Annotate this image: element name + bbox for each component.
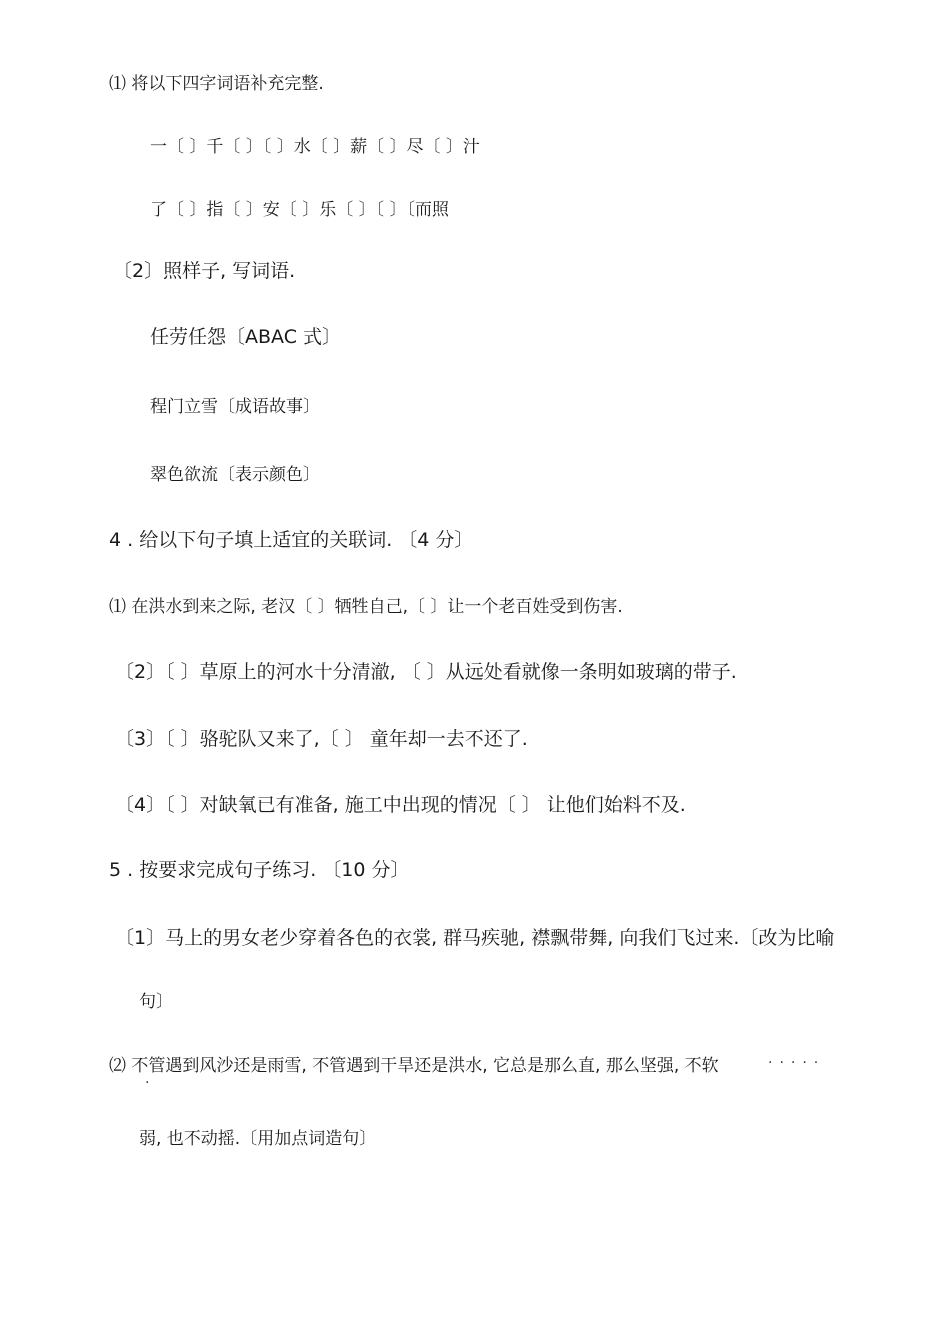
fill-in-instruction-2: 〔2〕照样子, 写词语. xyxy=(113,260,296,282)
question-4-heading: 4 . 给以下句子填上适宜的关联词. 〔4 分〕 xyxy=(109,529,474,551)
question-4-item-1: ⑴ 在洪水到来之际, 老汉〔 〕牺牲自己,〔 〕让一个老百姓受到伤害. xyxy=(109,597,623,617)
question-5-heading: 5 . 按要求完成句子练习. 〔10 分〕 xyxy=(109,859,410,881)
question-4-item-2: 〔2〕〔 〕草原上的河水十分清澈, 〔 〕从远处看就像一条明如玻璃的带子. xyxy=(115,661,737,683)
emphasis-dot-below: · xyxy=(145,1075,150,1091)
example-color: 翠色欲流〔表示颜色〕 xyxy=(150,465,320,485)
question-4-item-3: 〔3〕〔 〕骆驼队又来了,〔 〕 童年却一去不还了. xyxy=(115,728,528,750)
idiom-row-1: 一〔 〕千〔 〕〔 〕水〔 〕薪〔 〕尽〔 〕汁 xyxy=(150,137,480,157)
question-5-item-2-continued: 弱, 也不动摇.〔用加点词造句〕 xyxy=(139,1129,377,1149)
question-5-item-1-continued: 句〕 xyxy=(139,992,173,1012)
question-5-item-1: 〔1〕马上的男女老少穿着各色的衣裳, 群马疾驰, 襟飘带舞, 向我们飞过来.〔改为比喻 xyxy=(115,927,835,949)
example-idiom-story: 程门立雪〔成语故事〕 xyxy=(150,397,320,417)
fill-in-instruction-1: ⑴ 将以下四字词语补充完整. xyxy=(109,74,324,94)
idiom-row-2: 了〔 〕指〔 〕安〔 〕乐〔 〕〔 〕〔而照 xyxy=(150,200,450,220)
example-abac: 任劳任怨〔ABAC 式〕 xyxy=(150,326,342,348)
question-5-item-2: ⑵ 不管遇到风沙还是雨雪, 不管遇到干旱还是洪水, 它总是那么直, 那么坚强, 不软 xyxy=(109,1056,719,1076)
question-4-item-4: 〔4〕〔 〕对缺氧已有准备, 施工中出现的情况〔 〕 让他们始料不及. xyxy=(115,794,686,816)
emphasis-dots: ····· xyxy=(768,1055,826,1071)
